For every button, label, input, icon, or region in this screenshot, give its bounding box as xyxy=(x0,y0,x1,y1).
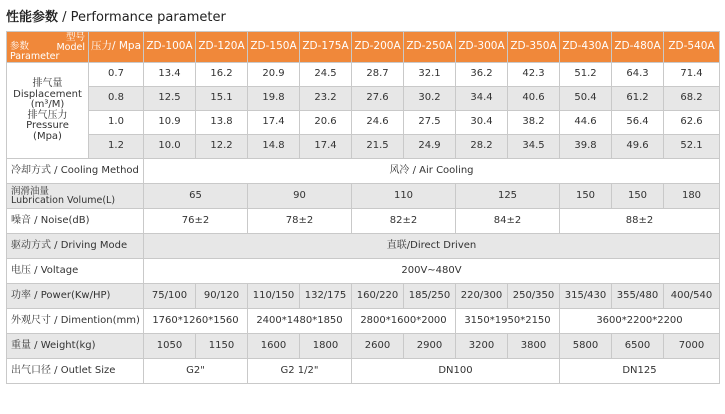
table-cell: 13.4 xyxy=(144,63,196,87)
table-row-weight xyxy=(7,334,720,359)
performance-table xyxy=(6,31,720,384)
table-cell: 84±2 xyxy=(456,209,560,234)
table-cell: 110/150 xyxy=(248,284,300,309)
table-cell: 3800 xyxy=(508,334,560,359)
table-cell: 17.4 xyxy=(300,135,352,159)
table-cell: 1050 xyxy=(144,334,196,359)
table-cell: 17.4 xyxy=(248,111,300,135)
noise-label: 噪音 / Noise(dB) xyxy=(7,209,144,234)
table-cell: 30.2 xyxy=(404,87,456,111)
table-cell: 49.6 xyxy=(612,135,664,159)
table-row-outlet xyxy=(7,359,720,384)
weight-label: 重量 / Weight(kg) xyxy=(7,334,144,359)
table-cell: 19.8 xyxy=(248,87,300,111)
table-cell: 3200 xyxy=(456,334,508,359)
table-cell: 14.8 xyxy=(248,135,300,159)
table-cell: 44.6 xyxy=(560,111,612,135)
table-cell: 32.1 xyxy=(404,63,456,87)
header-pressure: 压力/ Mpa xyxy=(89,32,144,63)
header-corner-cell: 型号 Model 参数 Parameter xyxy=(7,32,89,63)
table-cell: 75/100 xyxy=(144,284,196,309)
table-cell: 24.9 xyxy=(404,135,456,159)
table-cell: 71.4 xyxy=(664,63,720,87)
header-model: ZD-430A xyxy=(560,32,612,63)
table-cell: 12.2 xyxy=(196,135,248,159)
header-model: ZD-150A xyxy=(248,32,300,63)
table-cell: 2600 xyxy=(352,334,404,359)
table-cell: 150 xyxy=(612,184,664,209)
table-cell: 12.5 xyxy=(144,87,196,111)
table-row-cooling xyxy=(7,159,720,184)
table-cell: 52.1 xyxy=(664,135,720,159)
pressure-cell: 0.8 xyxy=(89,87,144,111)
table-cell: 185/250 xyxy=(404,284,456,309)
pressure-cell: 0.7 xyxy=(89,63,144,87)
table-cell: G2" xyxy=(144,359,248,384)
table-cell: 38.2 xyxy=(508,111,560,135)
table-cell: 56.4 xyxy=(612,111,664,135)
table-row-power xyxy=(7,284,720,309)
table-cell: 6500 xyxy=(612,334,664,359)
table-row-lubrication xyxy=(7,184,720,209)
header-model: ZD-300A xyxy=(456,32,508,63)
voltage-label: 电压 / Voltage xyxy=(7,259,144,284)
table-cell: 21.5 xyxy=(352,135,404,159)
header-model: ZD-200A xyxy=(352,32,404,63)
displacement-label: 排气量 Displacement (m³/M) 排气压力 Pressure (Mpa) xyxy=(7,63,89,159)
table-cell: 24.5 xyxy=(300,63,352,87)
table-row-displacement-3 xyxy=(7,135,720,159)
table-cell: 2900 xyxy=(404,334,456,359)
table-cell: 65 xyxy=(144,184,248,209)
table-cell: 风冷 / Air Cooling xyxy=(144,159,720,184)
driving-label: 驱动方式 / Driving Mode xyxy=(7,234,144,259)
table-row-driving xyxy=(7,234,720,259)
table-cell: 125 xyxy=(456,184,560,209)
table-row-dimension xyxy=(7,309,720,334)
table-cell: 28.7 xyxy=(352,63,404,87)
table-cell: 50.4 xyxy=(560,87,612,111)
table-cell: 1150 xyxy=(196,334,248,359)
table-cell: G2 1/2" xyxy=(248,359,352,384)
table-cell: 76±2 xyxy=(144,209,248,234)
table-cell: 64.3 xyxy=(612,63,664,87)
header-model: ZD-540A xyxy=(664,32,720,63)
table-row-displacement-2 xyxy=(7,111,720,135)
table-row-noise xyxy=(7,209,720,234)
table-cell: 15.1 xyxy=(196,87,248,111)
table-cell: 16.2 xyxy=(196,63,248,87)
table-cell: 110 xyxy=(352,184,456,209)
table-cell: 40.6 xyxy=(508,87,560,111)
table-cell: 10.0 xyxy=(144,135,196,159)
table-cell: 315/430 xyxy=(560,284,612,309)
table-cell: 36.2 xyxy=(456,63,508,87)
header-model: ZD-120A xyxy=(196,32,248,63)
page-title: 性能参数 / Performance parameter xyxy=(6,10,226,25)
table-cell: 250/350 xyxy=(508,284,560,309)
table-cell: 10.9 xyxy=(144,111,196,135)
header-model: ZD-100A xyxy=(144,32,196,63)
table-cell: 1800 xyxy=(300,334,352,359)
dimension-label: 外观尺寸 / Dimention(mm) xyxy=(7,309,144,334)
header-model: ZD-250A xyxy=(404,32,456,63)
table-cell: 42.3 xyxy=(508,63,560,87)
table-cell: 61.2 xyxy=(612,87,664,111)
table-cell: DN100 xyxy=(352,359,560,384)
table-cell: 1600 xyxy=(248,334,300,359)
table-cell: 20.9 xyxy=(248,63,300,87)
table-row-voltage xyxy=(7,259,720,284)
table-cell: 68.2 xyxy=(664,87,720,111)
table-cell: 150 xyxy=(560,184,612,209)
table-cell: 3600*2200*2200 xyxy=(560,309,720,334)
table-cell: 23.2 xyxy=(300,87,352,111)
table-cell: 27.6 xyxy=(352,87,404,111)
table-cell: 220/300 xyxy=(456,284,508,309)
lubrication-label: 润滑油量 Lubrication Volume(L) xyxy=(7,184,144,209)
table-cell: 51.2 xyxy=(560,63,612,87)
pressure-cell: 1.0 xyxy=(89,111,144,135)
table-cell: 39.8 xyxy=(560,135,612,159)
table-cell: 180 xyxy=(664,184,720,209)
table-cell: 88±2 xyxy=(560,209,720,234)
pressure-cell: 1.2 xyxy=(89,135,144,159)
table-cell: 355/480 xyxy=(612,284,664,309)
table-cell: 200V~480V xyxy=(144,259,720,284)
table-cell: 90/120 xyxy=(196,284,248,309)
table-cell: 78±2 xyxy=(248,209,352,234)
table-cell: 160/220 xyxy=(352,284,404,309)
header-model: ZD-175A xyxy=(300,32,352,63)
table-cell: 34.4 xyxy=(456,87,508,111)
table-cell: 直联/Direct Driven xyxy=(144,234,720,259)
table-cell: 2400*1480*1850 xyxy=(248,309,352,334)
table-cell: 13.8 xyxy=(196,111,248,135)
table-cell: 28.2 xyxy=(456,135,508,159)
table-cell: 1760*1260*1560 xyxy=(144,309,248,334)
table-cell: 24.6 xyxy=(352,111,404,135)
table-cell: 20.6 xyxy=(300,111,352,135)
table-cell: 132/175 xyxy=(300,284,352,309)
table-cell: 5800 xyxy=(560,334,612,359)
table-cell: 27.5 xyxy=(404,111,456,135)
header-row xyxy=(7,32,720,63)
table-cell: 30.4 xyxy=(456,111,508,135)
outlet-label: 出气口径 / Outlet Size xyxy=(7,359,144,384)
table-cell: 2800*1600*2000 xyxy=(352,309,456,334)
table-row-displacement-1 xyxy=(7,87,720,111)
cooling-label: 冷却方式 / Cooling Method xyxy=(7,159,144,184)
table-cell: 62.6 xyxy=(664,111,720,135)
header-model: ZD-350A xyxy=(508,32,560,63)
table-cell: 90 xyxy=(248,184,352,209)
table-row-displacement-0 xyxy=(7,63,720,87)
table-cell: 3150*1950*2150 xyxy=(456,309,560,334)
table-cell: 82±2 xyxy=(352,209,456,234)
table-cell: 34.5 xyxy=(508,135,560,159)
table-cell: 400/540 xyxy=(664,284,720,309)
power-label: 功率 / Power(Kw/HP) xyxy=(7,284,144,309)
table-cell: DN125 xyxy=(560,359,720,384)
header-model: ZD-480A xyxy=(612,32,664,63)
table-cell: 7000 xyxy=(664,334,720,359)
